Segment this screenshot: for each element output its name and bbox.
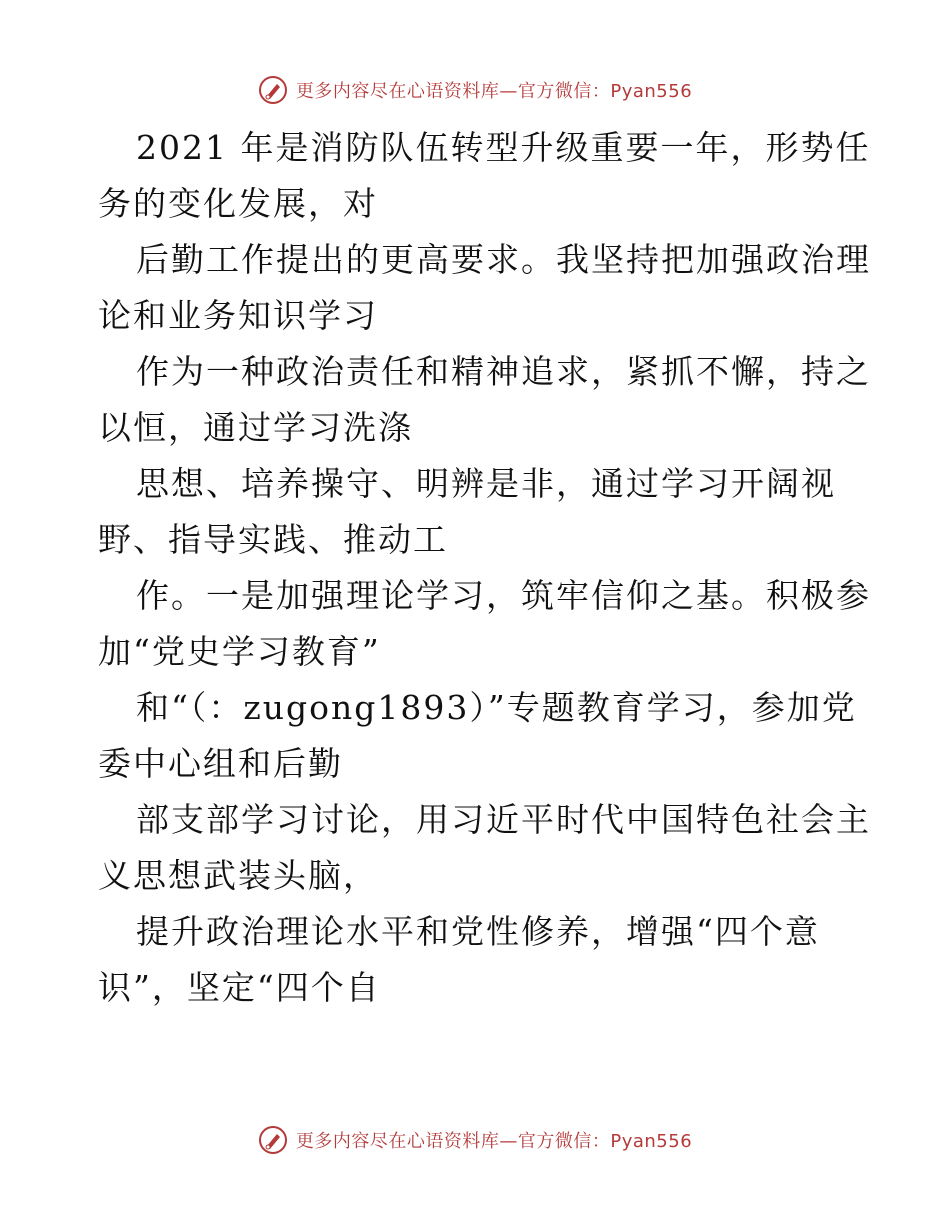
paragraph-line: 义思想武装头脑， — [98, 856, 378, 895]
paragraph-line: 野、指导实践、推动工 — [98, 520, 448, 559]
pen-nib-icon — [258, 75, 288, 105]
footer-watermark — [0, 1120, 950, 1160]
paragraph-line: 作为一种政治责任和精神追求，紧抓不懈，持之 — [136, 352, 871, 391]
document-body — [98, 120, 871, 1016]
watermark-text: 更多内容尽在心语资料库—官方微信：Pyan556 — [295, 81, 693, 102]
paragraph-line: 提升政治理论水平和党性修养，增强“四个意 — [136, 912, 820, 951]
paragraph-line: 作。一是加强理论学习，筑牢信仰之基。积极参 — [136, 576, 871, 615]
paragraph-line: 识”，坚定“四个自 — [98, 968, 381, 1007]
paragraph-line: 和“（：zugong1893）”专题教育学习，参加党 — [136, 688, 857, 727]
paragraph-line: 后勤工作提出的更高要求。我坚持把加强政治理 — [136, 240, 871, 279]
watermark-text: 更多内容尽在心语资料库—官方微信：Pyan556 — [295, 1131, 693, 1152]
paragraph-line: 思想、培养操守、明辨是非，通过学习开阔视 — [136, 464, 836, 503]
pen-nib-icon — [258, 1125, 288, 1155]
paragraph-line: 以恒，通过学习洗涤 — [98, 408, 413, 447]
paragraph-line: 加“党史学习教育” — [98, 632, 381, 671]
paragraph-line: 论和业务知识学习 — [98, 296, 378, 335]
header-watermark — [0, 70, 950, 110]
paragraph-line: 2021 年是消防队伍转型升级重要一年，形势任 — [136, 128, 871, 167]
paragraph-line: 部支部学习讨论，用习近平时代中国特色社会主 — [136, 800, 871, 839]
paragraph-line: 务的变化发展，对 — [98, 184, 378, 223]
paragraph-line: 委中心组和后勤 — [98, 744, 343, 783]
